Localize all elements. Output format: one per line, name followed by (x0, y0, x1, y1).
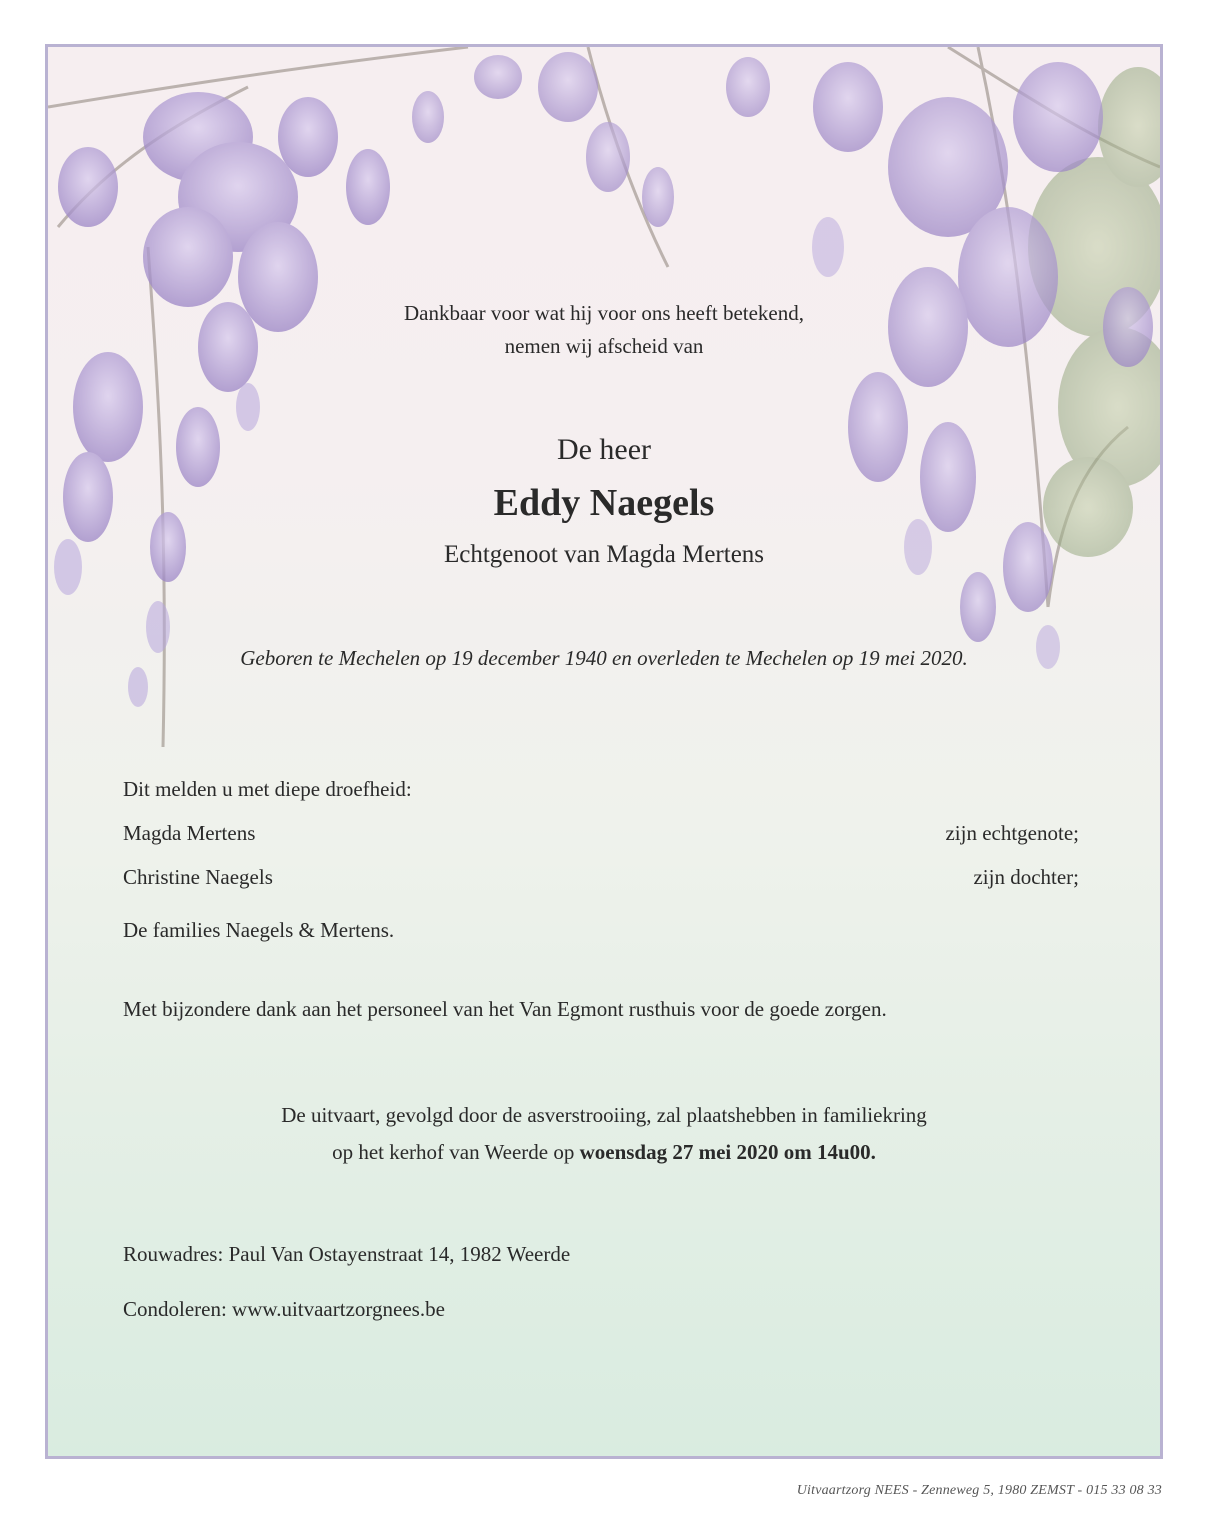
condolences-link[interactable]: Condoleren: www.uitvaartzorgnees.be (123, 1297, 445, 1321)
deceased-name: Eddy Naegels (493, 482, 715, 524)
mourning-address: Rouwadres: Paul Van Ostayenstraat 14, 1982 Weerde (123, 1242, 571, 1266)
funeral-line-2 (48, 1134, 1160, 1171)
relative-row (123, 865, 1079, 890)
relative-name: Magda Mertens (123, 821, 256, 845)
obituary-card (45, 44, 1163, 1459)
intro-line-2: nemen wij afscheid van (504, 334, 704, 358)
spouse-line: Echtgenoot van Magda Mertens (443, 541, 765, 568)
wisteria-decoration (48, 47, 1160, 807)
relative-relation: zijn echtgenote; (945, 821, 1079, 845)
funeral-line-1: De uitvaart, gevolgd door de asverstrooiing, zal plaatshebben in familiekring (281, 1103, 927, 1127)
funeral-home-footer: Uitvaartzorg NEES - Zenneweg 5, 1980 ZEMST - 015 33 08 33 (796, 1483, 1162, 1498)
relative-row (123, 821, 1079, 846)
funeral-place: op het kerhof van Weerde op (332, 1140, 580, 1164)
families-line: De families Naegels & Mertens. (123, 918, 395, 942)
funeral-date-time: woensdag 27 mei 2020 om 14u00. (579, 1140, 876, 1164)
relative-name: Christine Naegels (123, 865, 273, 889)
thanks-line: Met bijzondere dank aan het personeel van het Van Egmont rusthuis voor de goede zorgen. (123, 997, 887, 1021)
honorific: De heer (556, 433, 652, 466)
birth-death-line: Geboren te Mechelen op 19 december 1940 en overleden te Mechelen op 19 mei 2020. (240, 646, 968, 670)
intro-line-1: Dankbaar voor wat hij voor ons heeft betekend, (403, 301, 805, 325)
announcement-intro: Dit melden u met diepe droefheid: (123, 777, 412, 801)
relative-relation: zijn dochter; (973, 865, 1079, 889)
